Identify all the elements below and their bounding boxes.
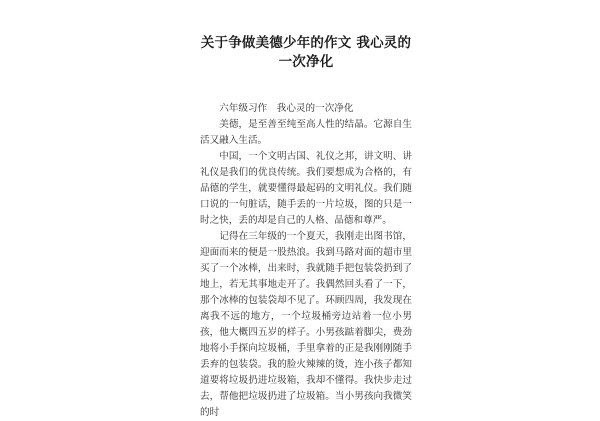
paragraph-3: 记得在三年级的一个夏天，我刚走出图书馆，迎面而来的便是一股热浪。我到马路对面的超市里买了一个冰棒，出来时，我就随手把包装袋扔到了地上，若无其事地走开了。我偶然回头看了一下，那个冰棒的包装袋却不见了。环顾四周，我发现在离我不远的地方，一个垃圾桶旁边站着一位小男孩，他大概四五岁的样子。小男孩踮着脚尖，费劲地将小手探向垃圾桶，手里拿着的正是我刚刚随手丢弃的包装袋。我的脸火辣辣的烫，连小孩子都知道要将垃圾扔进垃圾箱，我却不懂得。我快步走过去，帮他把垃圾扔进了垃圾箱。当小男孩向我微笑的时 <box>200 231 412 418</box>
article-body <box>200 101 412 421</box>
paragraph-1: 美德，是至善至纯至高人性的结晶。它源自生活又融入生活。 <box>200 119 412 146</box>
paragraph-2: 中国，一个文明古国、礼仪之邦，讲文明、讲礼仪是我们的优良传统。我们要想成为合格的，有品德的学生，就要懂得最起码的文明礼仪。我们随口说的一句脏话，随手丢的一片垃圾，图的只是一时之快，丢的却是自己的人格、品德和尊严。 <box>200 151 412 226</box>
article <box>200 34 412 421</box>
article-subhead: 六年级习作 我心灵的一次净化 <box>219 103 354 114</box>
article-title: 关于争做美德少年的作文 我心灵的一次净化 <box>200 35 412 70</box>
